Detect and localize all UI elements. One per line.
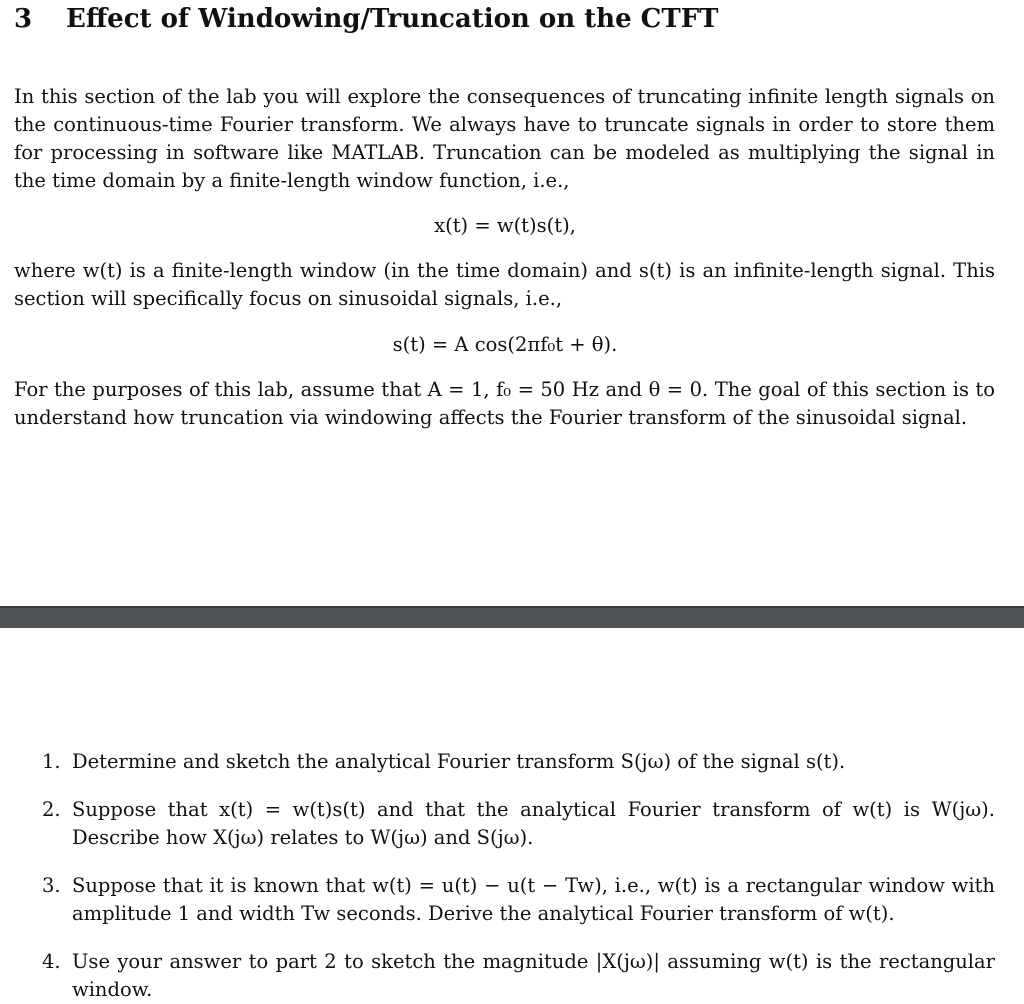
list-item <box>0 948 995 1004</box>
question-text: Suppose that x(t) = w(t)s(t) and that the analytical Fourier transform of w(t) is W(jω). Describe how X(jω) relates to W(jω) and S(jω). <box>72 798 995 849</box>
question-list <box>0 748 1024 1004</box>
section-heading <box>14 4 719 34</box>
section-number: 3 <box>14 4 33 34</box>
question-number: 3. <box>42 874 61 897</box>
section-title: Effect of Windowing/Truncation on the CTFT <box>66 4 719 34</box>
question-text: Determine and sketch the analytical Fourier transform S(jω) of the signal s(t). <box>72 750 846 773</box>
intro-paragraph-3: For the purposes of this lab, assume that A = 1, f₀ = 50 Hz and θ = 0. The goal of this section is to understand how truncation via windowing affects the Fourier transform of the sinusoidal signal. <box>14 378 995 429</box>
intro-paragraph-1: In this section of the lab you will explore the consequences of truncating infinite length signals on the continuous-time Fourier transform. We always have to truncate signals in order to store them for processing in software like MATLAB. Truncation can be modeled as multiplying the signal in the time domain by a finite-length window function, i.e., <box>14 85 995 192</box>
page-2 <box>0 628 1024 1004</box>
intro-paragraph-2: where w(t) is a finite-length window (in the time domain) and s(t) is an infinite-length signal. This section will specifically focus on sinusoidal signals, i.e., <box>14 259 995 310</box>
question-number: 2. <box>42 798 61 821</box>
question-number: 4. <box>42 950 61 973</box>
page-separator <box>0 606 1024 628</box>
equation-sinusoid: s(t) = A cos(2πf₀t + θ). <box>392 333 618 356</box>
list-item <box>0 872 995 928</box>
question-text: Suppose that it is known that w(t) = u(t) − u(t − Tw), i.e., w(t) is a rectangular window with amplitude 1 and width Tw seconds. Derive the analytical Fourier transform of w(t). <box>72 874 995 925</box>
question-text: Use your answer to part 2 to sketch the magnitude |X(jω)| assuming w(t) is the rectangular window. <box>72 950 995 1001</box>
list-item <box>0 796 995 852</box>
equation-window-product: x(t) = w(t)s(t), <box>434 214 576 237</box>
question-number: 1. <box>42 750 61 773</box>
list-item <box>0 748 995 776</box>
